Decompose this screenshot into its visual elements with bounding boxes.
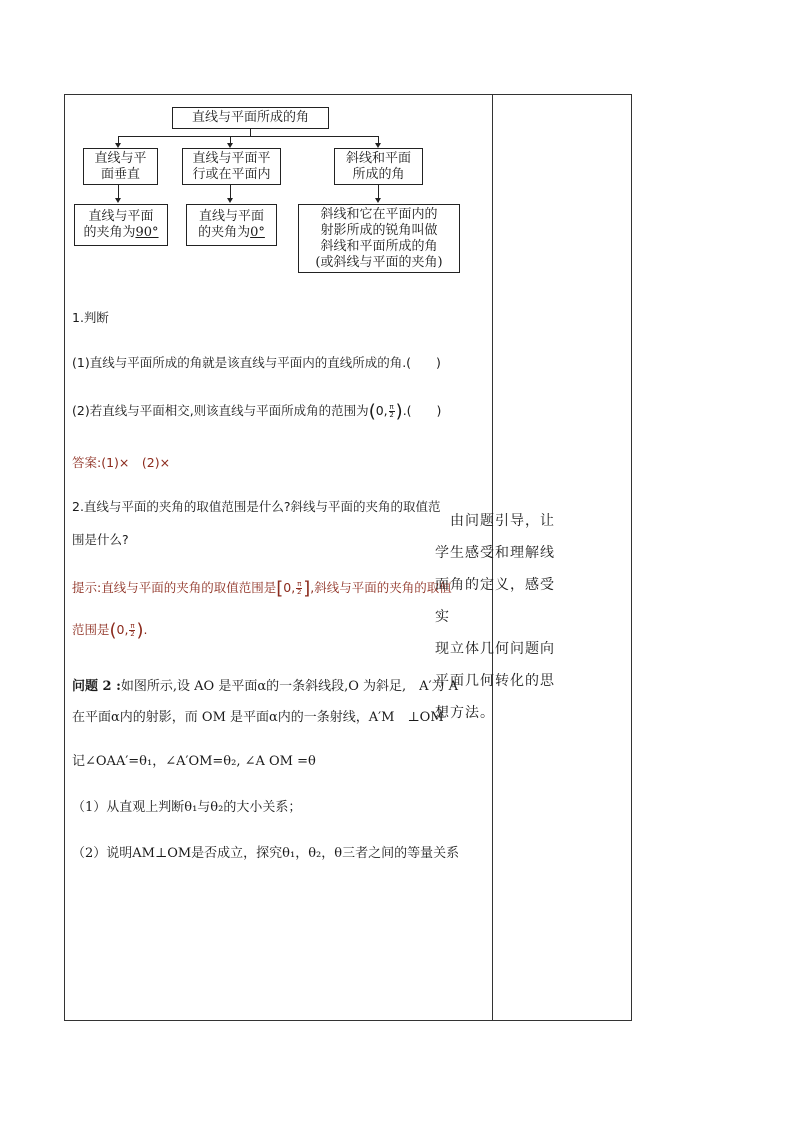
sub-question-1: （1）从直观上判断θ₁与θ₂的大小关系； xyxy=(72,800,302,815)
problem-2-line2: 在平面α内的射影，而 OM 是平面α内的一条射线，A′M ⊥OM xyxy=(72,710,444,725)
flowchart-branch-parallel: 直线与平面平 行或在平面内 xyxy=(182,148,281,185)
sub-question-2: （2）说明AM⊥OM是否成立，探究θ₁，θ₂，θ三者之间的等量关系 xyxy=(72,846,460,861)
angle-0-value: 0° xyxy=(250,225,265,240)
question-3-line2: 围是什么? xyxy=(72,532,129,547)
problem-2-line1: 问题 2 :如图所示,设 AO 是平面α的一条斜线段,O 为斜足, A′为 A xyxy=(72,679,459,694)
flowchart-result-oblique: 斜线和它在平面内的 射影所成的锐角叫做 斜线和平面所成的角 (或斜线与平面的夹角) xyxy=(298,204,460,273)
heading-judge: 1.判断 xyxy=(72,310,109,325)
answer-text: 答案:(1)× (2)× xyxy=(72,455,171,470)
flowchart-root: 直线与平面所成的角 xyxy=(172,107,329,129)
question-1: (1)直线与平面所成的角就是该直线与平面内的直线所成的角.( ) xyxy=(72,355,441,370)
hint-line2: 范围是(0, $\frac{\pi}{2}$ ). xyxy=(72,620,148,641)
teaching-note: 由问题引导，让 学生感受和理解线 面角的定义，感受实 现立体几何问题向 平面几何转化的思 想方法。 xyxy=(435,513,555,721)
hint-line1: 提示:直线与平面的夹角的取值范围是[0, $\frac{\pi}{2}$ ],斜线与平面的夹角的取值 xyxy=(72,578,452,599)
question-3-line1: 2.直线与平面的夹角的取值范围是什么?斜线与平面的夹角的取值范 xyxy=(72,499,441,514)
left-column xyxy=(64,0,491,1123)
problem-2-line3: 记∠OAA′=θ₁，∠A′OM=θ₂, ∠A OM =θ xyxy=(72,754,316,769)
flowchart-result-parallel: 直线与平面 的夹角为0° xyxy=(186,204,277,246)
flowchart-branch-oblique: 斜线和平面 所成的角 xyxy=(334,148,423,185)
flowchart-result-perpendicular: 直线与平面 的夹角为90° xyxy=(74,204,168,246)
flowchart-branch-perpendicular: 直线与平 面垂直 xyxy=(83,148,158,185)
angle-90-value: 90° xyxy=(135,225,159,240)
question-2: (2)若直线与平面相交,则该直线与平面所成角的范围为(0, $\frac{\pi}{2}$ ).( ) xyxy=(72,401,442,422)
